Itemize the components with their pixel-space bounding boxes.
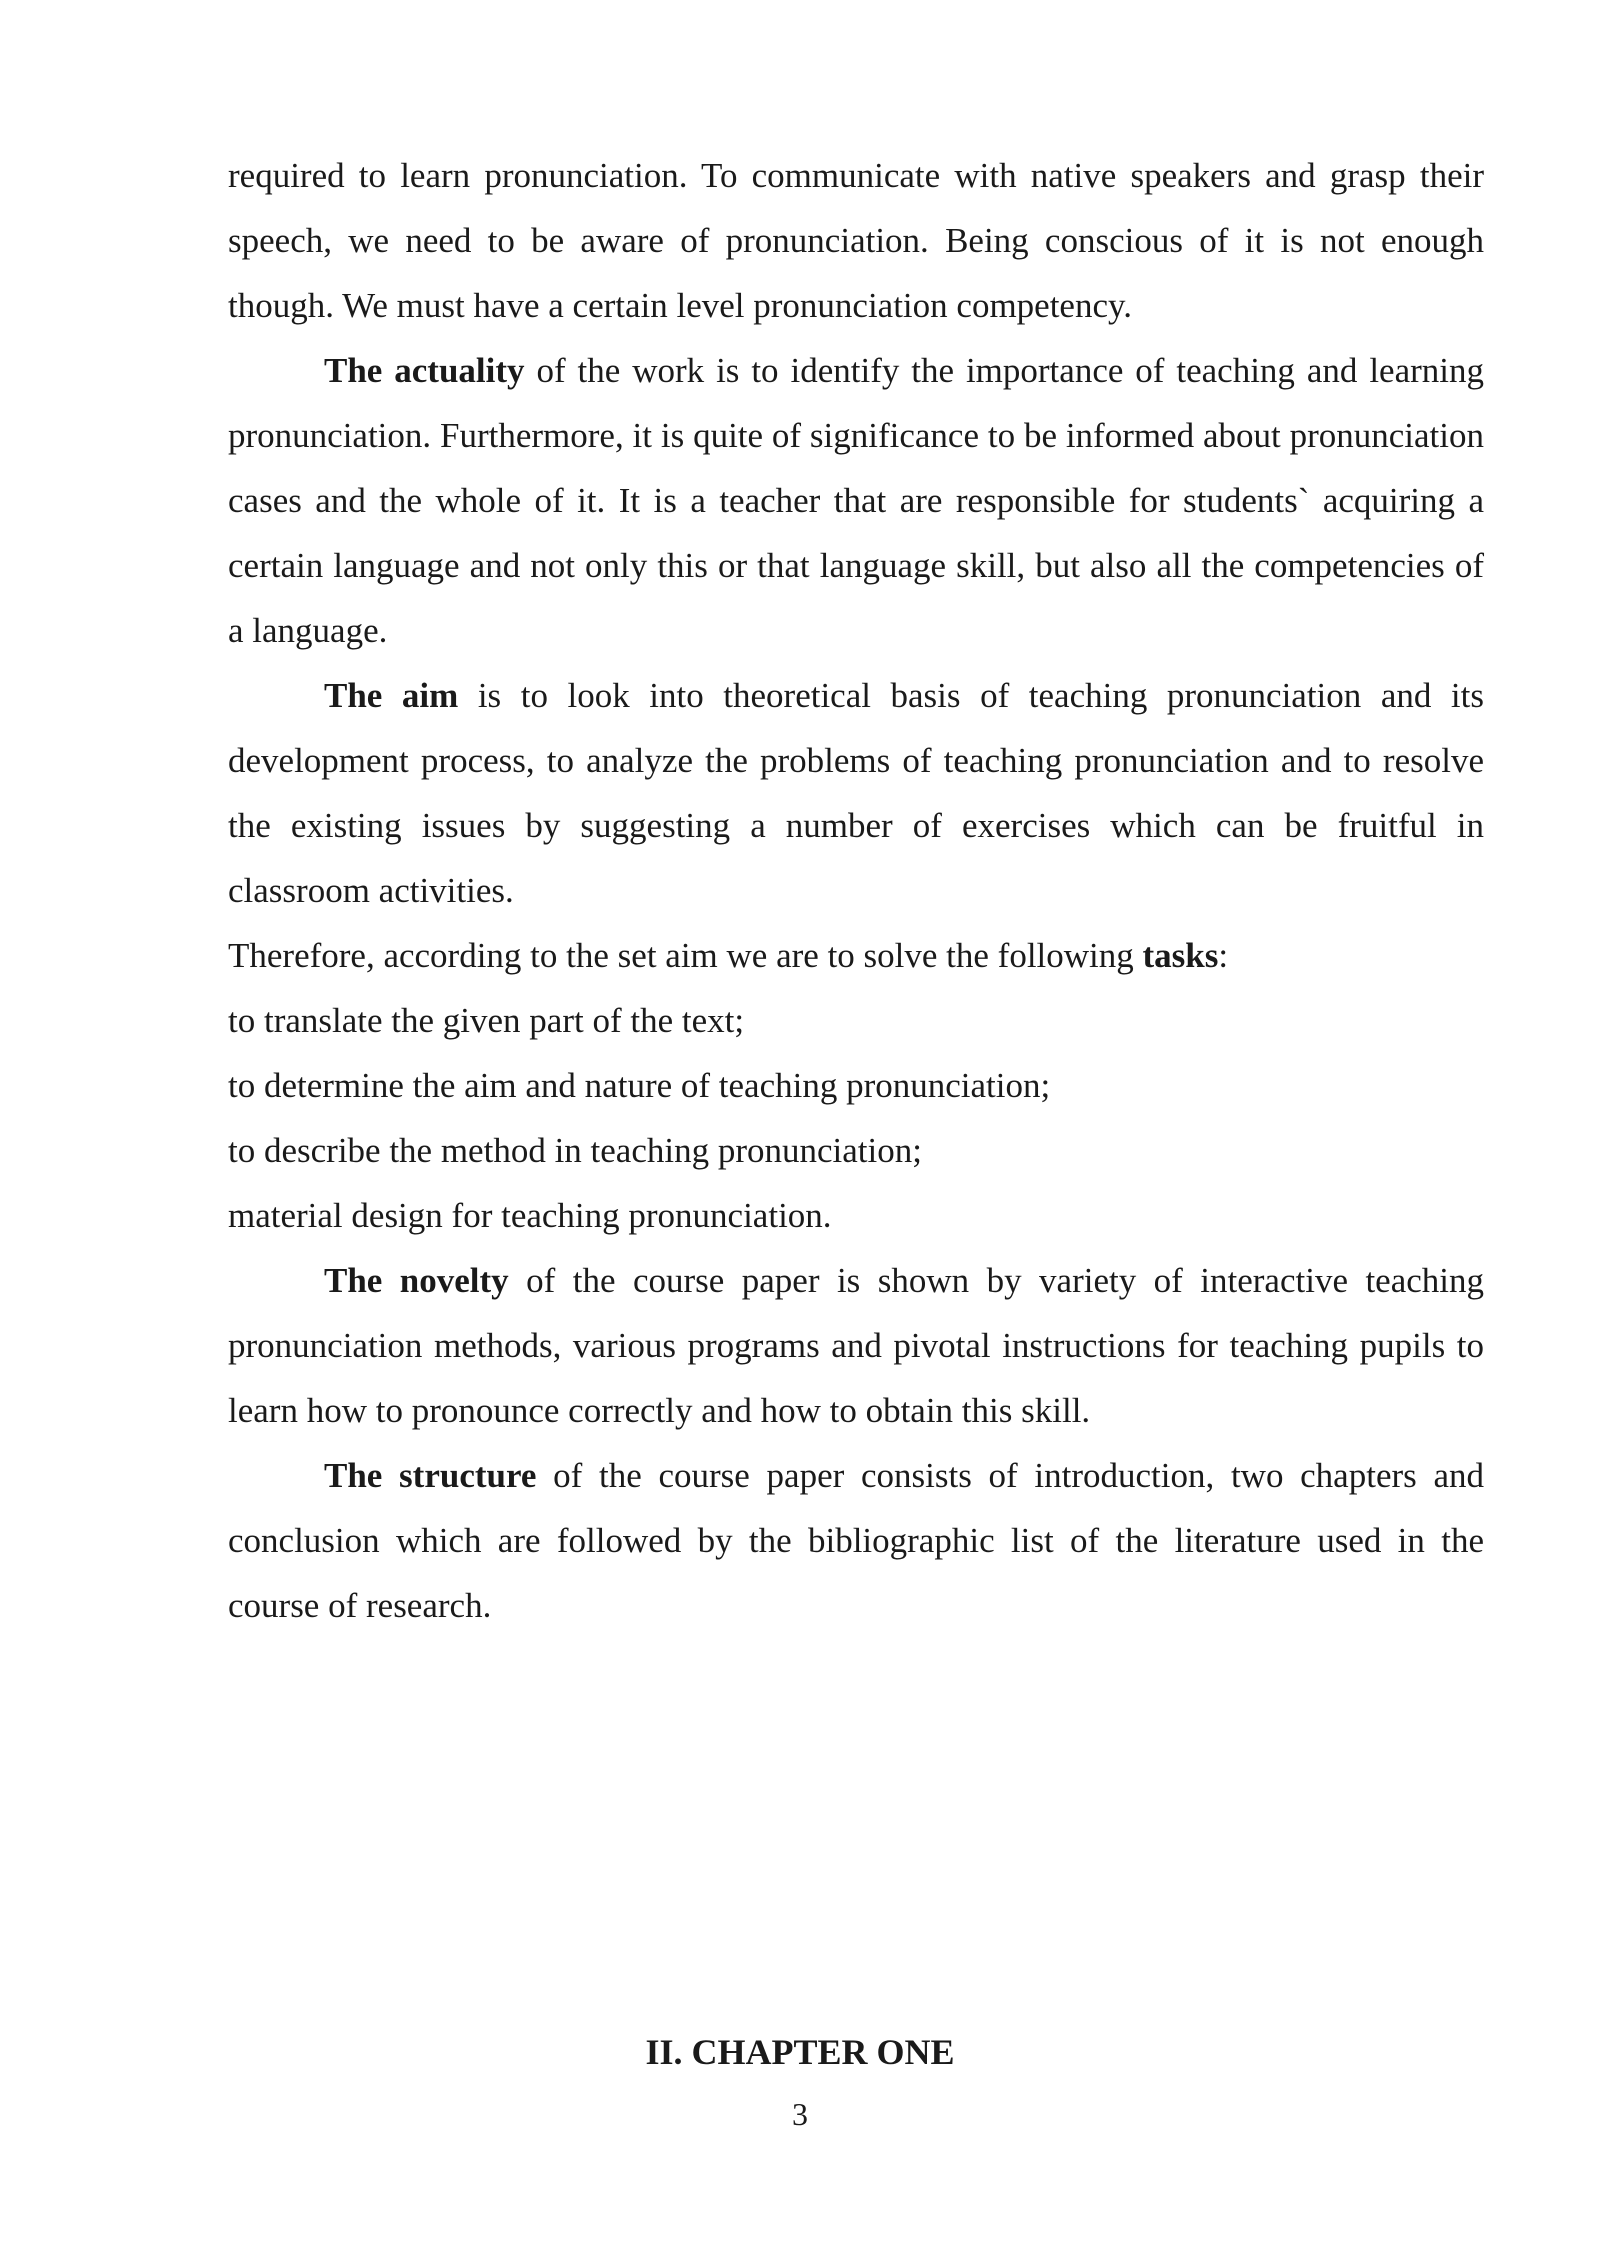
structure-paragraph <box>228 1443 1484 1638</box>
novelty-label: The novelty <box>324 1261 509 1300</box>
chapter-heading: II. CHAPTER ONE <box>645 2032 955 2072</box>
intro-continuation-text: required to learn pronunciation. To communicate with native speakers and grasp their speech, we need to be aware of pronunciation. Being conscious of it is not enough though. We must have a certain level pronunciation competency. <box>228 156 1484 325</box>
task-item: to determine the aim and nature of teaching pronunciation; <box>228 1066 1051 1105</box>
novelty-paragraph <box>228 1248 1484 1443</box>
structure-label: The structure <box>324 1456 537 1495</box>
task-item: to describe the method in teaching pronunciation; <box>228 1131 922 1170</box>
aim-label: The aim <box>324 676 459 715</box>
structure-text: of the course paper consists of introduction, two chapters and conclusion which are followed by the bibliographic list of the literature used in the course of research. <box>228 1456 1484 1625</box>
actuality-label: The actuality <box>324 351 525 390</box>
intro-continuation-paragraph <box>228 143 1484 338</box>
page-body <box>228 143 1484 1638</box>
tasks-intro-line <box>228 923 1484 988</box>
aim-paragraph <box>228 663 1484 923</box>
actuality-paragraph <box>228 338 1484 663</box>
task-item: to translate the given part of the text; <box>228 1001 745 1040</box>
aim-text: is to look into theoretical basis of teaching pronunciation and its development process, to analyze the problems of teaching pronunciation and to resolve the existing issues by suggesting a number of exercises which can be fruitful in classroom activities. <box>228 676 1484 910</box>
novelty-text: of the course paper is shown by variety of interactive teaching pronunciation methods, various programs and pivotal instructions for teaching pupils to learn how to pronounce correctly and how to obtain this skill. <box>228 1261 1484 1430</box>
tasks-intro-colon: : <box>1218 936 1229 975</box>
page-number: 3 <box>792 2096 808 2132</box>
tasks-intro-text: Therefore, according to the set aim we are to solve the following <box>228 936 1143 975</box>
tasks-label: tasks <box>1142 936 1219 975</box>
actuality-text: of the work is to identify the importance of teaching and learning pronunciation. Furthermore, it is quite of significance to be informed about pronunciation cases and the whole of it. It is a teacher that are responsible for students` acquiring a certain language and not only this or that language skill, but also all the competencies of a language. <box>228 351 1484 650</box>
task-item: material design for teaching pronunciation. <box>228 1196 832 1235</box>
